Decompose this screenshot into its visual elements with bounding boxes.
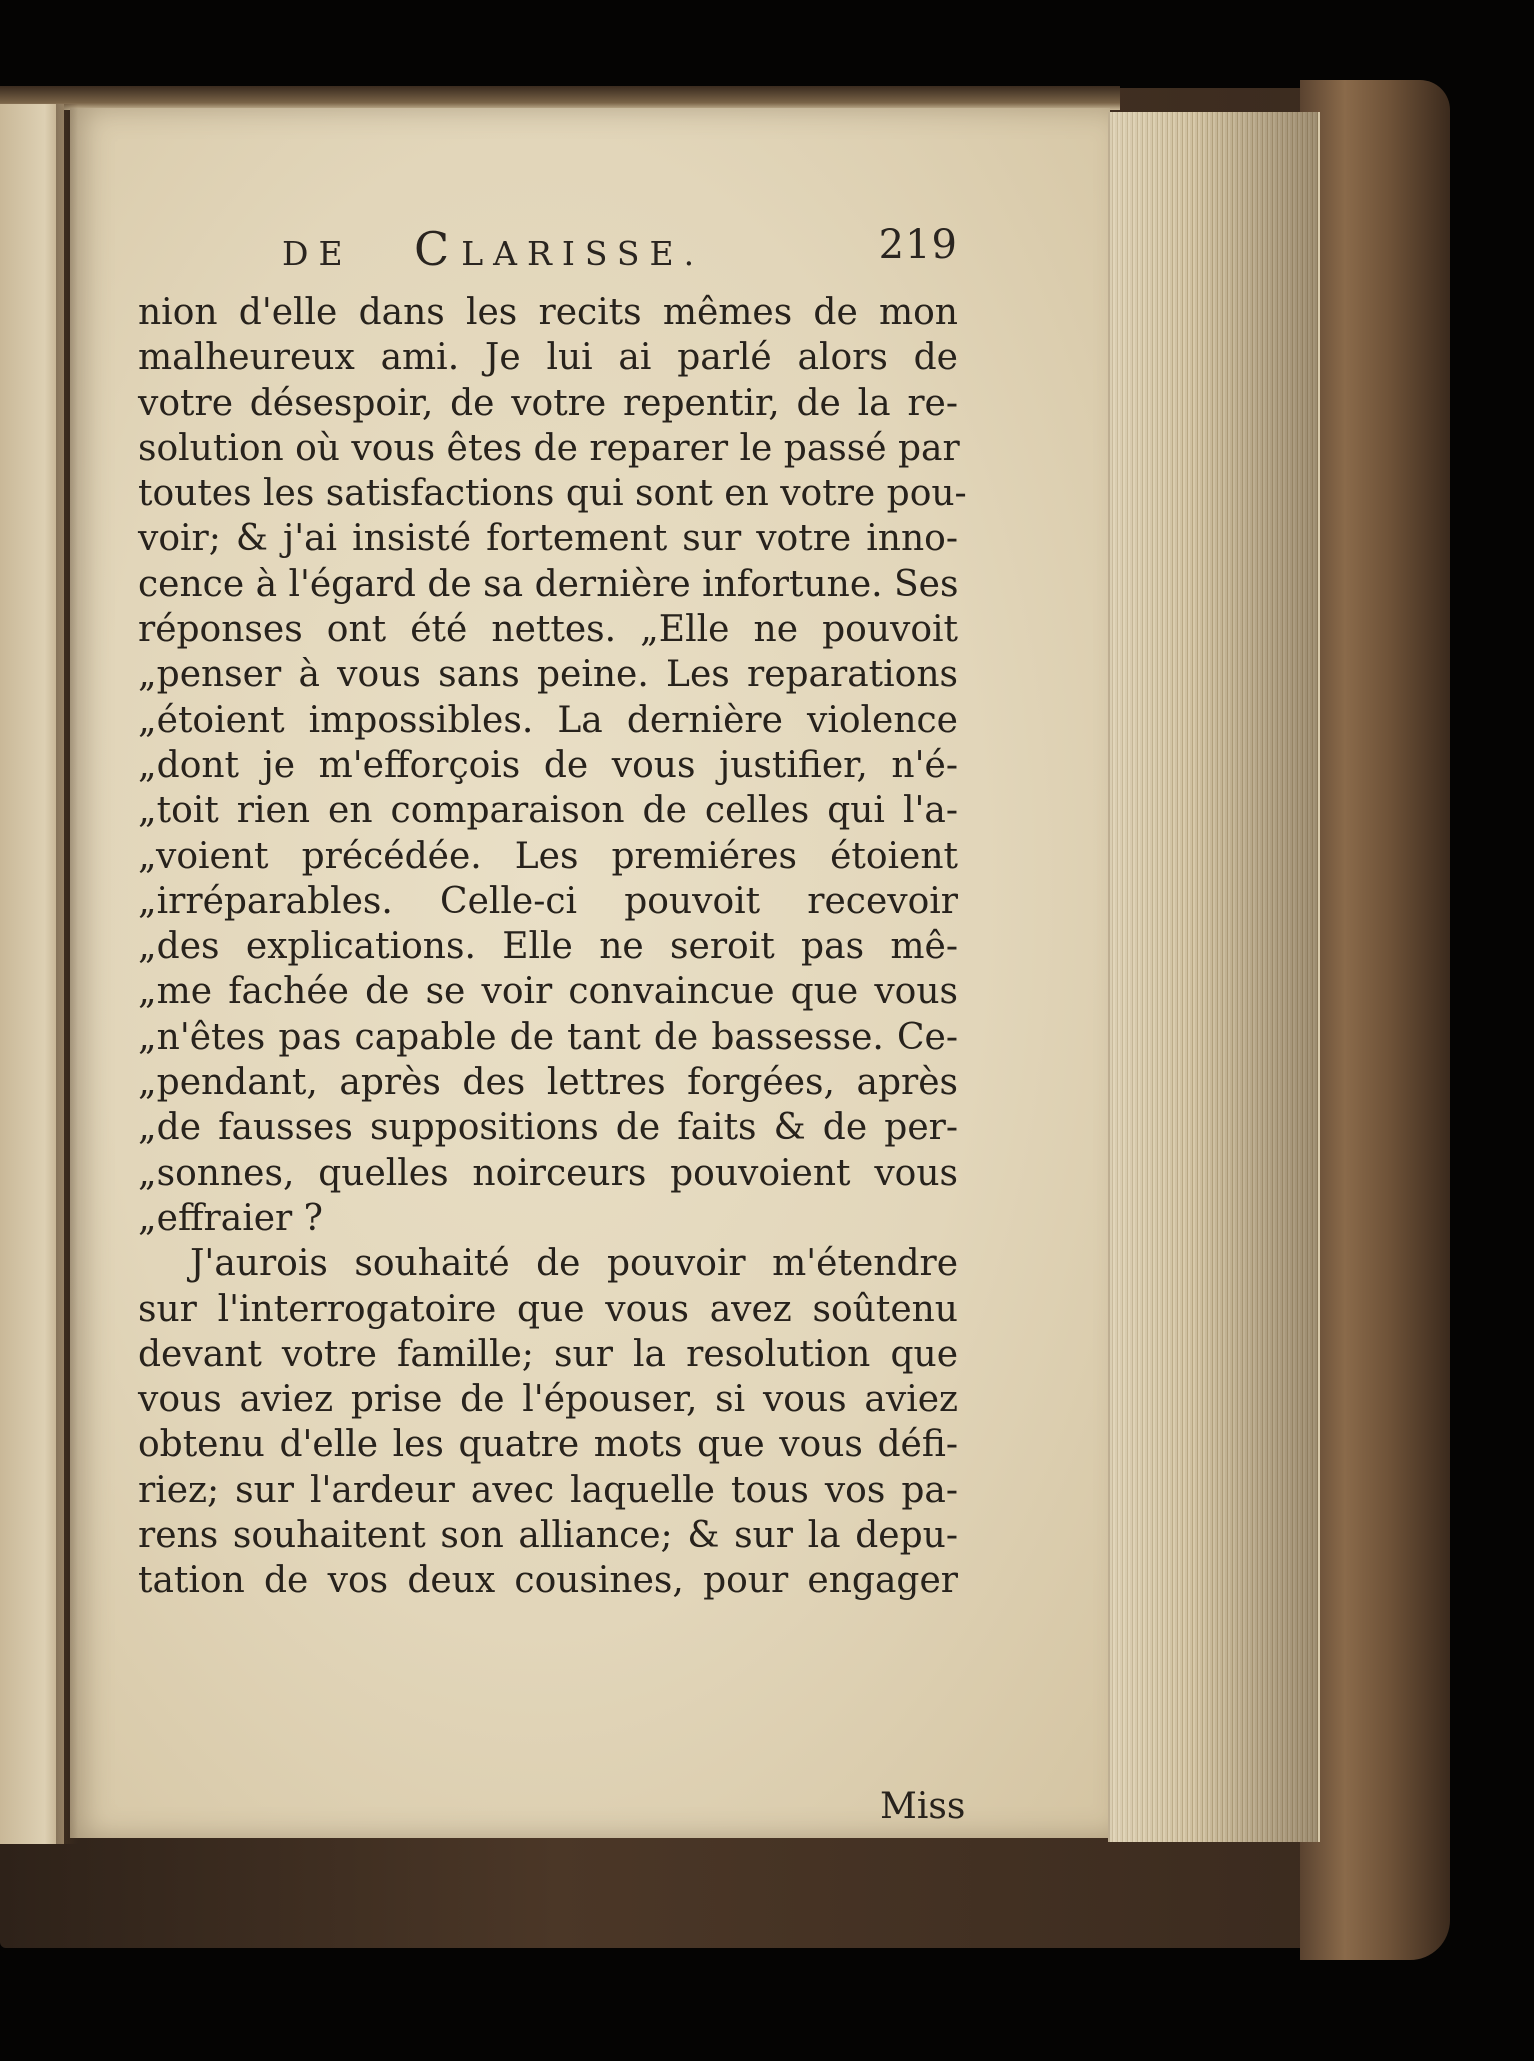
text-line: cence à l'égard de sa dernière infortune. Ses — [138, 563, 959, 605]
text-line: „effraier ? — [138, 1197, 323, 1239]
text-line: obtenu d'elle les quatre mots que vous défi- — [138, 1424, 958, 1466]
text-line: réponses ont été nettes. „Elle ne pouvoit — [138, 609, 958, 651]
running-title-rest: LARISSE. — [461, 234, 705, 273]
paragraph-start-line: J'aurois souhaité de pouvoir m'étendre — [190, 1243, 958, 1285]
text-line: „toit rien en comparaison de celles qui l'a- — [138, 790, 958, 832]
text-line: vous aviez prise de l'épouser, si vous aviez — [138, 1379, 958, 1421]
page-number: 219 — [878, 222, 958, 268]
running-title-initial: C — [414, 222, 462, 276]
running-title — [282, 222, 704, 276]
text-line: „me fachée de se voir convaincue que vous — [138, 971, 958, 1013]
text-line: rens souhaitent son alliance; & sur la depu- — [138, 1515, 958, 1557]
page-stack-shadow — [1108, 112, 1318, 1842]
text-line: „étoient impossibles. La dernière violence — [138, 699, 958, 741]
text-line: votre désespoir, de votre repentir, de la re- — [138, 382, 958, 424]
text-line: nion d'elle dans les recits mêmes de mon — [138, 292, 958, 333]
text-line: malheureux ami. Je lui ai parlé alors de — [138, 337, 958, 379]
text-line: „des explications. Elle ne seroit pas mê- — [138, 926, 958, 968]
book-binding-edge — [1300, 80, 1450, 1960]
body-text — [138, 290, 967, 1604]
text-line: „n'êtes pas capable de tant de bassesse. Ce- — [138, 1016, 958, 1058]
text-line: sur l'interrogatoire que vous avez soûtenu — [138, 1288, 958, 1330]
text-line: „de fausses suppositions de faits & de per- — [138, 1107, 958, 1149]
text-line: „pendant, après des lettres forgées, après — [138, 1062, 958, 1104]
text-line: toutes les satisfactions qui sont en votre pou- — [138, 473, 967, 515]
text-line: tation de vos deux cousines, pour engager — [138, 1560, 958, 1602]
text-line: voir; & j'ai insisté fortement sur votre inno- — [138, 518, 958, 560]
text-line: „penser à vous sans peine. Les reparations — [138, 654, 958, 696]
text-line: devant votre famille; sur la resolution que — [138, 1333, 958, 1375]
text-line: solution où vous êtes de reparer le passé par — [138, 427, 960, 469]
running-title-prefix: DE — [282, 234, 353, 273]
page-gutter — [56, 104, 78, 1844]
book-top-edge — [0, 86, 1120, 110]
text-line: „irréparables. Celle-ci pouvoit recevoir — [138, 880, 958, 922]
left-page-strip — [0, 104, 64, 1844]
text-line: riez; sur l'ardeur avec laquelle tous vos pa- — [138, 1469, 958, 1511]
text-line: „sonnes, quelles noirceurs pouvoient vous — [138, 1152, 958, 1194]
catchword: Miss — [880, 1786, 966, 1827]
text-line: „voient précédée. Les premiéres étoient — [138, 835, 958, 877]
text-line: „dont je m'efforçois de vous justifier, n'é- — [138, 744, 958, 786]
